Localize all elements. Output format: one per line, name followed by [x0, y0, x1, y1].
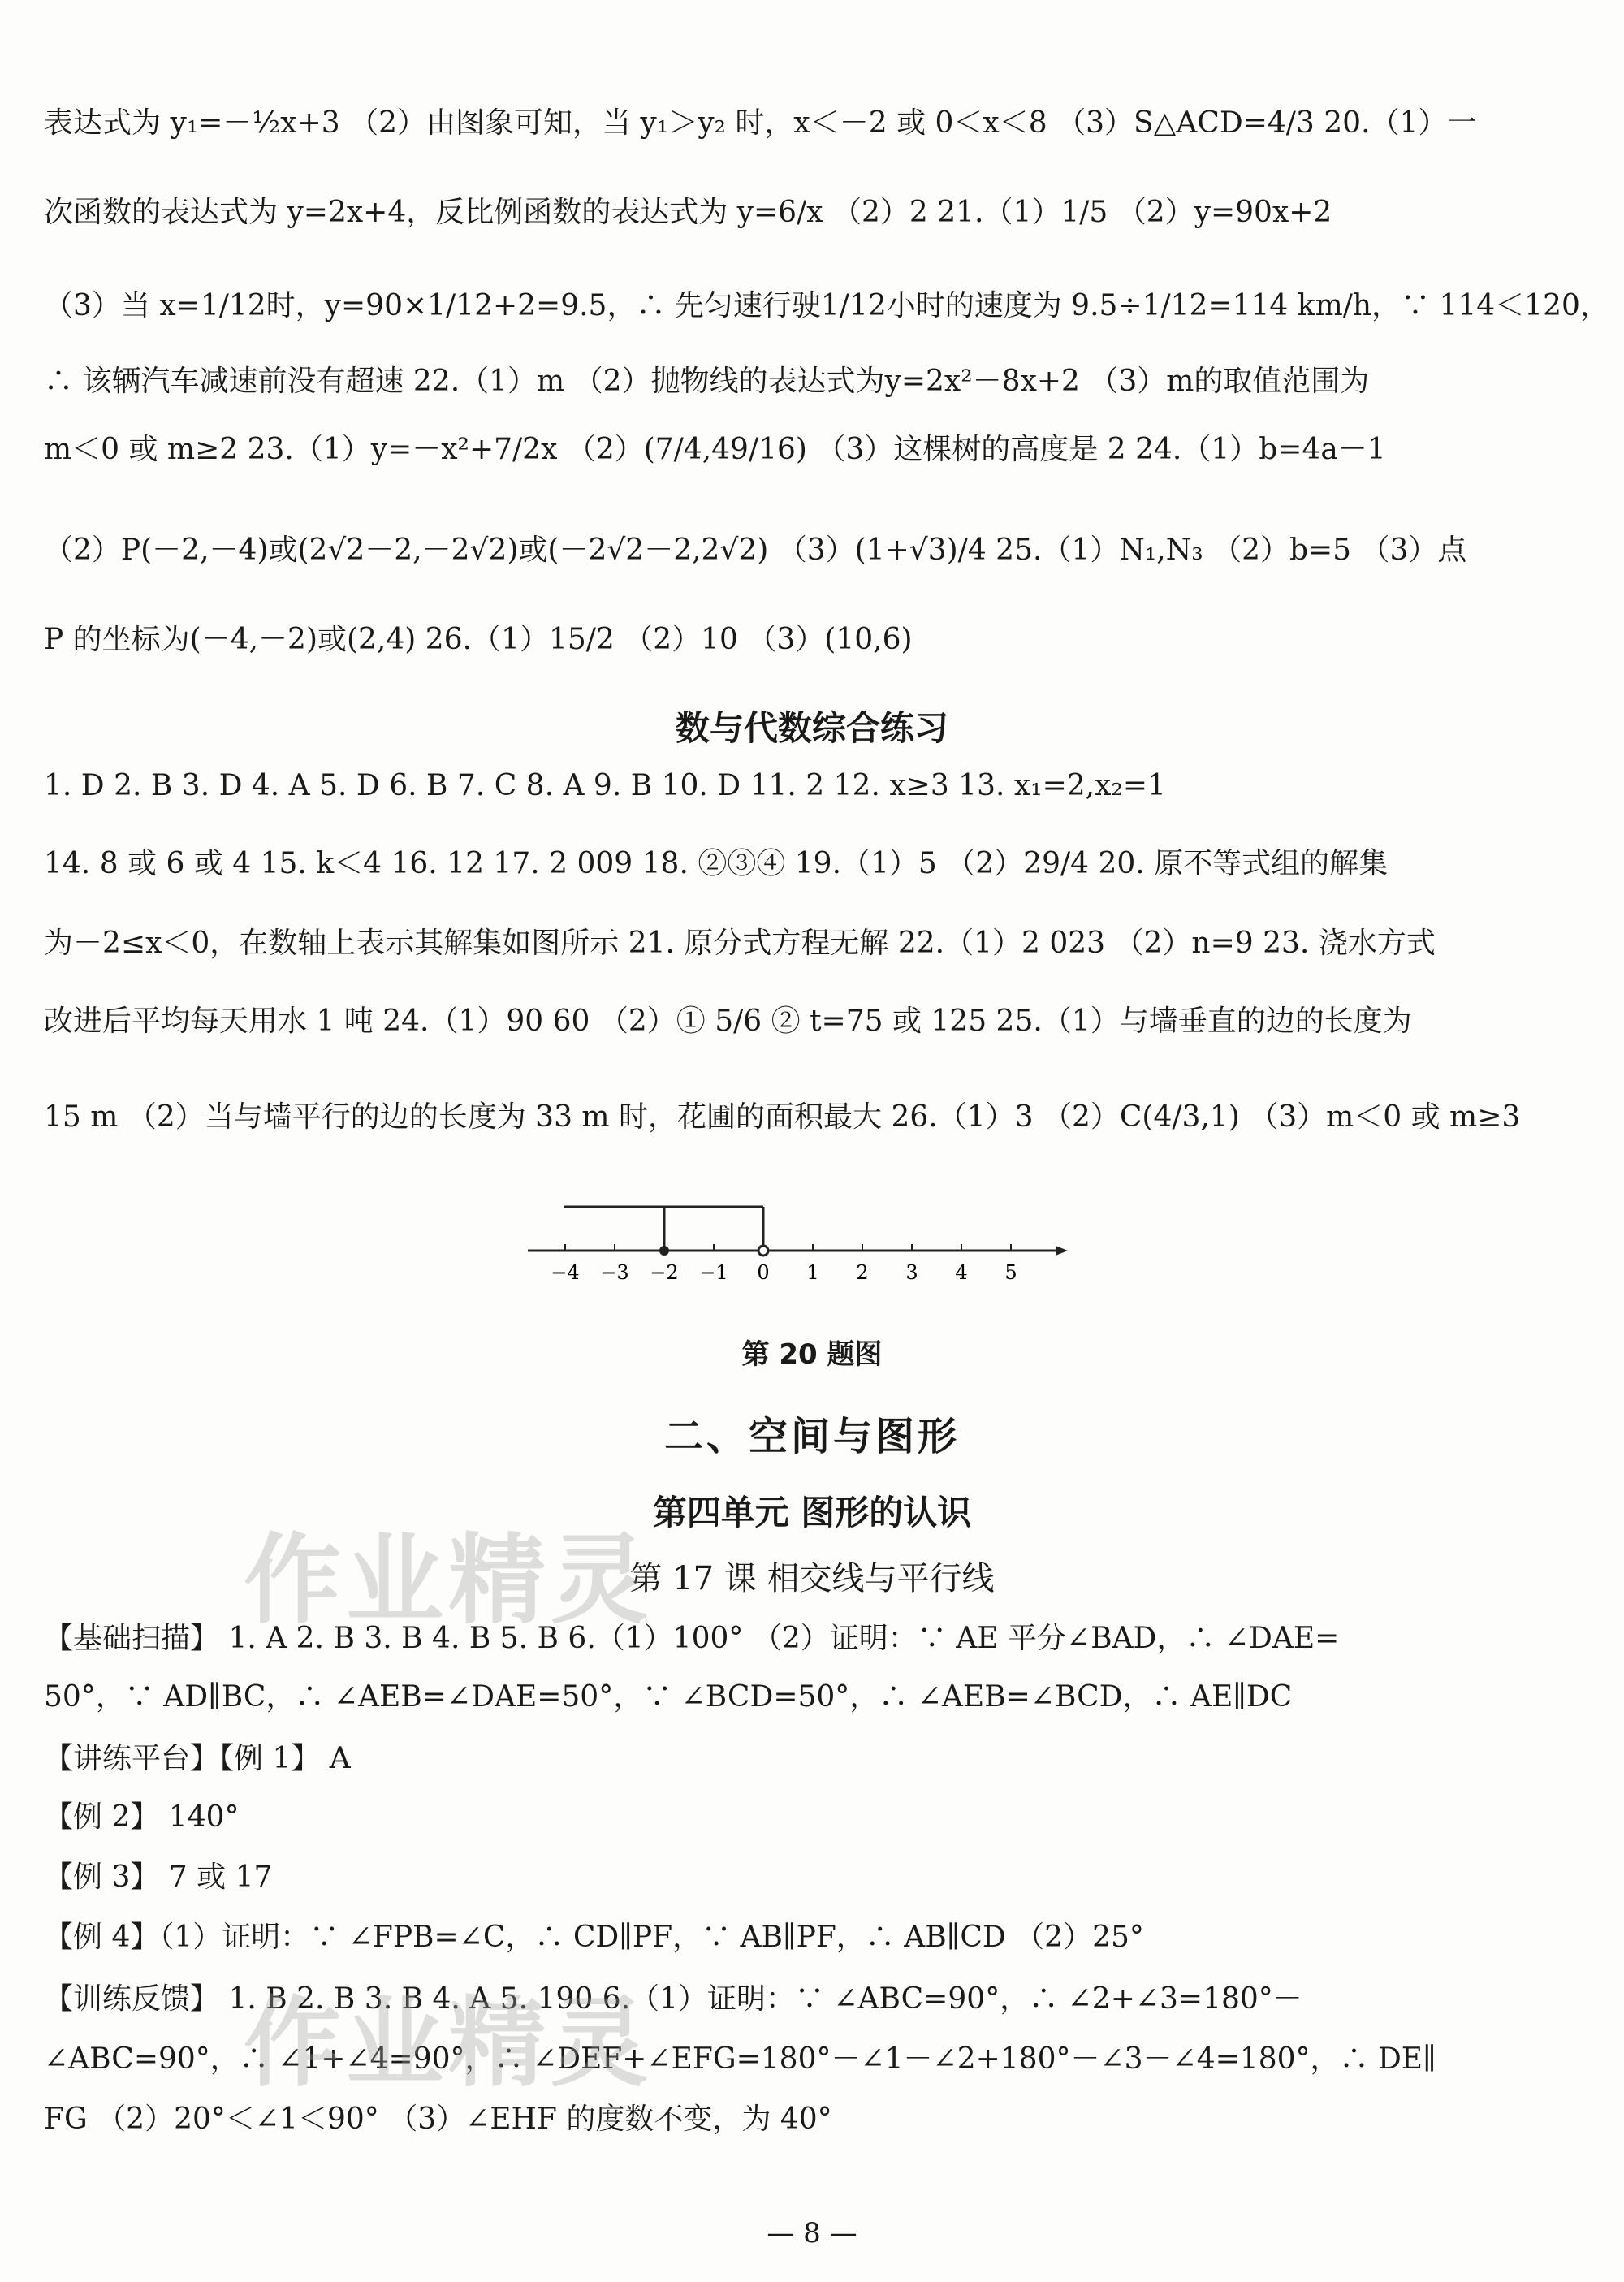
answer-line-21: FG （2）20°＜∠1＜90° （3）∠EHF 的度数不变，为 40°	[44, 2103, 832, 2136]
open-endpoint	[758, 1246, 768, 1256]
answer-line-8: 1. D 2. B 3. D 4. A 5. D 6. B 7. C 8. A 9. B 10. D 11. 2 12. x≥3 13. x₁=2,x₂=1	[44, 769, 1166, 802]
answer-line-19: 【训练反馈】 1. B 2. B 3. B 4. A 5. 190 6.（1）证明：∵ ∠ABC=90°，∴ ∠2+∠3=180°－	[44, 1982, 1302, 2016]
tick-label: −4	[551, 1261, 580, 1284]
answer-line-7: P 的坐标为(－4,－2)或(2,4) 26.（1）15/2 （2）10 （3）(10,6)	[44, 623, 913, 656]
tick-label: 4	[955, 1261, 968, 1284]
answer-line-14: 50°，∵ AD∥BC，∴ ∠AEB=∠DAE=50°，∵ ∠BCD=50°，∴ ∠AEB=∠BCD，∴ AE∥DC	[44, 1680, 1293, 1714]
answer-line-2: 次函数的表达式为 y=2x+4，反比例函数的表达式为 y=6/x （2）2 21.（1）1/5 （2）y=90x+2	[44, 196, 1332, 229]
answer-line-3: （3）当 x=1/12时，y=90×1/12+2=9.5，∴ 先匀速行驶1/12小时的速度为 9.5÷1/12=114 km/h，∵ 114＜120，	[44, 289, 1609, 322]
lesson-title: 第 17 课 相交线与平行线	[629, 1560, 995, 1597]
answer-line-16: 【例 2】 140°	[44, 1800, 240, 1834]
answer-line-11: 改进后平均每天用水 1 吨 24.（1）90 60 （2）① 5/6 ② t=75 或 125 25.（1）与墙垂直的边的长度为	[44, 1005, 1412, 1038]
answer-line-15: 【讲练平台】【例 1】 A	[44, 1742, 351, 1775]
section-title: 数与代数综合练习	[675, 708, 948, 748]
answer-line-1: 表达式为 y₁=－½x+3 （2）由图象可知，当 y₁＞y₂ 时，x＜－2 或 0＜x＜8 （3）S△ACD=4/3 20.（1）一	[44, 106, 1477, 140]
number-line-figure	[520, 1194, 1072, 1291]
answer-line-12: 15 m （2）当与墙平行的边的长度为 33 m 时，花圃的面积最大 26.（1）3 （2）C(4/3,1) （3）m＜0 或 m≥3	[44, 1100, 1521, 1134]
tick-label: 3	[905, 1261, 918, 1284]
tick-label: −3	[600, 1261, 629, 1284]
closed-endpoint	[659, 1246, 669, 1256]
tick-label: 2	[856, 1261, 869, 1284]
tick-label: 5	[1004, 1261, 1017, 1284]
answer-line-9: 14. 8 或 6 或 4 15. k＜4 16. 12 17. 2 009 18. ②③④ 19.（1）5 （2）29/4 20. 原不等式组的解集	[44, 847, 1389, 880]
number-line-arrow	[1056, 1246, 1068, 1256]
unit-title: 第四单元 图形的认识	[652, 1493, 972, 1532]
watermark-2: 作业精灵	[244, 1987, 653, 2100]
tick-label: 1	[806, 1261, 819, 1284]
answer-line-18: 【例 4】（1）证明：∵ ∠FPB=∠C，∴ CD∥PF，∵ AB∥PF，∴ AB∥CD （2）25°	[44, 1921, 1144, 1954]
figure-caption: 第 20 题图	[741, 1338, 883, 1371]
answer-line-17: 【例 3】 7 或 17	[44, 1861, 273, 1894]
watermark-1: 作业精灵	[244, 1524, 653, 1637]
answer-line-5: m＜0 或 m≥2 23.（1）y=－x²+7/2x （2）(7/4,49/16) （3）这棵树的高度是 2 24.（1）b=4a－1	[44, 433, 1386, 466]
part-title: 二、空间与图形	[663, 1414, 960, 1459]
answer-line-10: 为－2≤x＜0，在数轴上表示其解集如图所示 21. 原分式方程无解 22.（1）2 023 （2）n=9 23. 浇水方式	[44, 927, 1436, 960]
tick-label: 0	[757, 1261, 770, 1284]
tick-label: −2	[650, 1261, 679, 1284]
page-number: — 8 —	[767, 2217, 857, 2250]
answer-line-6: （2）P(－2,－4)或(2√2－2,－2√2)或(－2√2－2,2√2) （3）(1+√3)/4 25.（1）N₁,N₃ （2）b=5 （3）点	[44, 534, 1467, 567]
answer-line-20: ∠ABC=90°，∴ ∠1+∠4=90°，∴ ∠DEF+∠EFG=180°－∠1－∠2+180°－∠3－∠4=180°，∴ DE∥	[44, 2042, 1436, 2076]
answer-line-4: ∴ 该辆汽车减速前没有超速 22.（1）m （2）抛物线的表达式为y=2x²－8x+2 （3）m的取值范围为	[44, 365, 1370, 398]
tick-label: −1	[699, 1261, 728, 1284]
answer-line-13: 【基础扫描】 1. A 2. B 3. B 4. B 5. B 6.（1）100° （2）证明：∵ AE 平分∠BAD，∴ ∠DAE=	[44, 1622, 1340, 1655]
